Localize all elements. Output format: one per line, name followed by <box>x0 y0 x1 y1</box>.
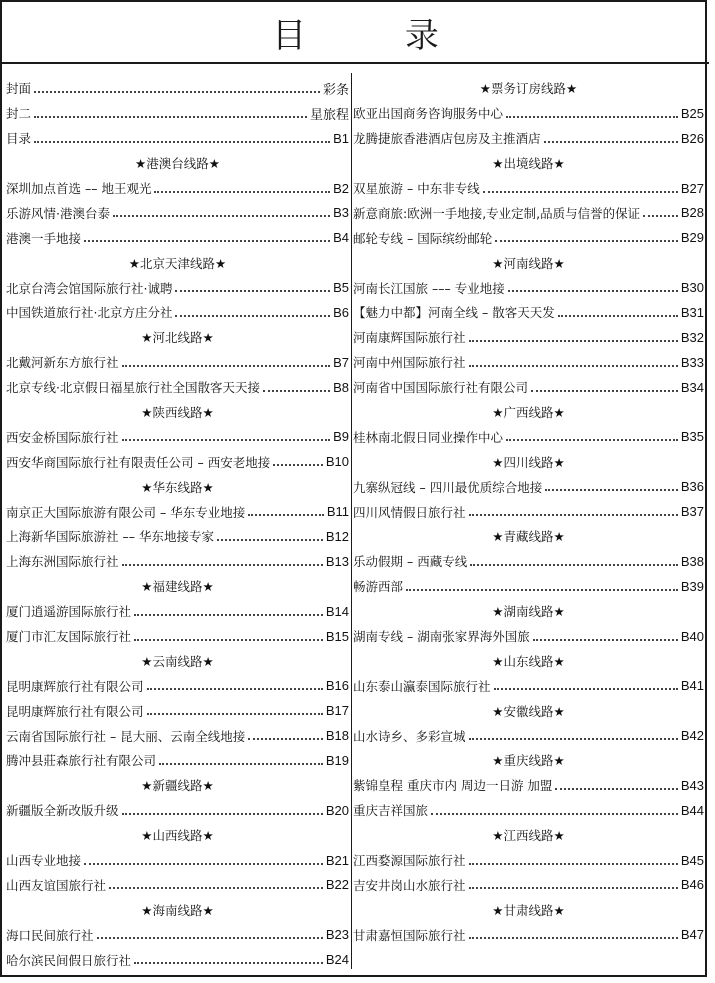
entry-title: 河南康辉国际旅行社 <box>353 328 469 346</box>
dot-leader <box>175 314 330 317</box>
toc-entry[interactable] <box>353 624 704 649</box>
entry-page-number: B46 <box>680 877 704 893</box>
toc-entry[interactable] <box>353 922 704 947</box>
entry-page-number: B29 <box>680 230 704 246</box>
dot-leader <box>273 463 323 466</box>
dot-leader <box>483 190 678 193</box>
entry-title: 山西友谊国旅行社 <box>6 876 109 894</box>
entry-title: 目录 <box>6 129 34 147</box>
dot-leader <box>248 513 324 516</box>
toc-entry[interactable] <box>6 947 349 972</box>
entry-page-number: B36 <box>680 479 704 495</box>
entry-page-number: B33 <box>680 354 704 370</box>
dot-leader <box>494 687 678 690</box>
dot-leader <box>469 364 678 367</box>
toc-entry[interactable] <box>353 375 704 400</box>
section-heading: ★重庆线路★ <box>492 753 565 769</box>
toc-entry[interactable] <box>353 424 704 449</box>
section-heading: ★华东线路★ <box>141 479 214 495</box>
dot-leader <box>469 513 678 516</box>
toc-entry[interactable] <box>353 574 704 599</box>
entry-page-number: B3 <box>333 205 349 221</box>
toc-entry[interactable] <box>6 624 349 649</box>
entry-title: 甘肃嘉恒国际旅行社 <box>353 926 469 944</box>
entry-page-number: B1 <box>333 130 349 146</box>
dot-leader <box>531 389 678 392</box>
toc-entry[interactable] <box>6 200 349 225</box>
dot-leader <box>469 339 678 342</box>
entry-page-number: B13 <box>325 553 349 569</box>
entry-page-number: B43 <box>680 777 704 793</box>
entry-page-number: B19 <box>325 752 349 768</box>
entry-page-number: B34 <box>680 379 704 395</box>
toc-entry[interactable] <box>353 225 704 250</box>
entry-title: 上海东洲国际旅行社 <box>6 552 122 570</box>
entry-title: 紫锦皇程 重庆市内 周边一日游 加盟 <box>353 776 555 794</box>
entry-title: 河南长江国旅 ––– 专业地接 <box>353 279 508 297</box>
dot-leader <box>506 438 678 441</box>
entry-title: 港澳一手地接 <box>6 229 84 247</box>
toc-entry[interactable] <box>353 549 704 574</box>
entry-page-number: B2 <box>333 180 349 196</box>
dot-leader <box>469 886 678 889</box>
dot-leader <box>34 90 320 93</box>
entry-title: 江西婺源国际旅行社 <box>353 851 469 869</box>
dot-leader <box>134 961 323 964</box>
entry-title: 畅游西部 <box>353 577 406 595</box>
entry-page-number: B15 <box>325 628 349 644</box>
dot-leader <box>469 862 678 865</box>
entry-title: 新意商旅:欧洲一手地接,专业定制,品质与信誉的保证 <box>353 204 643 222</box>
dot-leader <box>545 488 678 491</box>
toc-entry[interactable] <box>6 698 349 723</box>
entry-title: 桂林南北假日同业操作中心 <box>353 428 506 446</box>
dot-leader <box>533 638 678 641</box>
entry-page-number: 彩条 <box>322 81 349 97</box>
entry-title: 河南省中国国际旅行社有限公司 <box>353 378 531 396</box>
dot-leader <box>159 762 323 765</box>
dot-leader <box>506 115 678 118</box>
entry-page-number: B40 <box>680 628 704 644</box>
section-heading: ★山东线路★ <box>492 653 565 669</box>
entry-title: 九寨纵冠线 – 四川最优质综合地接 <box>353 478 545 496</box>
entry-title: 北京专线·北京假日福星旅行社全国散客天天接 <box>6 378 263 396</box>
dot-leader <box>134 638 323 641</box>
toc-entry[interactable] <box>6 126 349 151</box>
entry-page-number: B17 <box>325 703 349 719</box>
section-heading: ★河南线路★ <box>492 255 565 271</box>
toc-entry[interactable] <box>6 350 349 375</box>
entry-title: 哈尔滨民间假日旅行社 <box>6 951 134 969</box>
section-heading: ★北京天津线路★ <box>128 255 227 271</box>
toc-entry[interactable] <box>6 225 349 250</box>
section-heading: ★广西线路★ <box>492 405 565 421</box>
entry-title: 龙腾捷旅香港酒店包房及主推酒店 <box>353 129 544 147</box>
toc-entry[interactable] <box>6 599 349 624</box>
dot-leader <box>147 687 323 690</box>
entry-title: 邮轮专线 – 国际缤纷邮轮 <box>353 229 495 247</box>
entry-title: 乐游风情·港澳台泰 <box>6 204 113 222</box>
section-heading: ★云南线路★ <box>141 653 214 669</box>
toc-entry[interactable] <box>353 798 704 823</box>
entry-title: 新疆版全新改版升级 <box>6 801 122 819</box>
section-heading: ★甘肃线路★ <box>492 902 565 918</box>
toc-entry[interactable] <box>6 848 349 873</box>
entry-title: 厦门逍遥游国际旅行社 <box>6 602 134 620</box>
entry-page-number: B23 <box>325 927 349 943</box>
column-divider <box>351 73 352 969</box>
section-heading: ★新疆线路★ <box>141 778 214 794</box>
entry-page-number: B24 <box>325 952 349 968</box>
dot-leader <box>544 140 678 143</box>
dot-leader <box>134 613 323 616</box>
entry-page-number: B16 <box>325 678 349 694</box>
entry-page-number: B25 <box>680 105 704 121</box>
entry-page-number: B10 <box>325 454 349 470</box>
entry-title: 吉安井岗山水旅行社 <box>353 876 469 894</box>
section-heading: ★安徽线路★ <box>492 703 565 719</box>
dot-leader <box>470 563 678 566</box>
entry-page-number: B7 <box>333 354 349 370</box>
dot-leader <box>406 588 678 591</box>
dot-leader <box>469 737 678 740</box>
toc-right-column <box>353 76 704 947</box>
toc-entry[interactable] <box>6 748 349 773</box>
toc-entry[interactable] <box>6 275 349 300</box>
entry-page-number: B41 <box>680 678 704 694</box>
entry-page-number: B5 <box>333 280 349 296</box>
toc-entry[interactable] <box>353 873 704 898</box>
entry-title: 西安华商国际旅行社有限责任公司 – 西安老地接 <box>6 453 273 471</box>
entry-title: 腾冲县莊森旅行社有限公司 <box>6 751 159 769</box>
entry-page-number: 星旅程 <box>309 106 349 122</box>
dot-leader <box>147 712 323 715</box>
entry-title: 北京台湾会馆国际旅行社·诚聘 <box>6 279 175 297</box>
section-heading: ★福建线路★ <box>141 579 214 595</box>
entry-title: 四川风情假日旅行社 <box>353 503 469 521</box>
toc-entry[interactable] <box>6 76 349 101</box>
entry-page-number: B32 <box>680 329 704 345</box>
section-heading: ★票务订房线路★ <box>479 81 578 97</box>
entry-title: 湖南专线 – 湖南张家界海外国旅 <box>353 627 533 645</box>
section-heading: ★山西线路★ <box>141 828 214 844</box>
entry-page-number: B28 <box>680 205 704 221</box>
entry-title: 山西专业地接 <box>6 851 84 869</box>
section-heading: ★四川线路★ <box>492 454 565 470</box>
entry-page-number: B9 <box>333 429 349 445</box>
section-heading: ★青藏线路★ <box>492 529 565 545</box>
entry-title: 北戴河新东方旅行社 <box>6 353 122 371</box>
dot-leader <box>84 862 323 865</box>
dot-leader <box>34 115 307 118</box>
dot-leader <box>495 239 678 242</box>
entry-page-number: B42 <box>680 728 704 744</box>
toc-entry[interactable] <box>353 126 704 151</box>
entry-title: 封二 <box>6 104 34 122</box>
entry-page-number: B18 <box>325 728 349 744</box>
entry-page-number: B14 <box>325 603 349 619</box>
toc-entry[interactable] <box>6 101 349 126</box>
dot-leader <box>122 438 331 441</box>
entry-page-number: B38 <box>680 553 704 569</box>
entry-page-number: B12 <box>325 528 349 544</box>
toc-entry[interactable] <box>6 873 349 898</box>
dot-leader <box>263 389 330 392</box>
entry-page-number: B4 <box>333 230 349 246</box>
entry-title: 河南中州国际旅行社 <box>353 353 469 371</box>
dot-leader <box>217 538 323 541</box>
entry-page-number: B20 <box>325 802 349 818</box>
toc-entry[interactable] <box>353 350 704 375</box>
dot-leader <box>175 289 330 292</box>
section-heading: ★河北线路★ <box>141 330 214 346</box>
dot-leader <box>508 289 678 292</box>
toc-entry[interactable] <box>6 723 349 748</box>
entry-title: 双星旅游 – 中东非专线 <box>353 179 483 197</box>
entry-page-number: B47 <box>680 927 704 943</box>
dot-leader <box>84 239 330 242</box>
dot-leader <box>558 314 678 317</box>
dot-leader <box>248 737 323 740</box>
toc-entry[interactable] <box>6 449 349 474</box>
entry-page-number: B44 <box>680 802 704 818</box>
entry-title: 【魅力中都】河南全线 – 散客天天发 <box>353 303 558 321</box>
dot-leader <box>154 190 330 193</box>
entry-title: 昆明康辉旅行社有限公司 <box>6 702 147 720</box>
toc-entry[interactable] <box>353 499 704 524</box>
entry-title: 深圳加点首选 –– 地王观光 <box>6 179 154 197</box>
dot-leader <box>122 563 323 566</box>
title-banner <box>2 2 709 64</box>
toc-entry[interactable] <box>353 200 704 225</box>
entry-page-number: B11 <box>326 504 349 520</box>
entry-page-number: B26 <box>680 130 704 146</box>
dot-leader <box>122 812 323 815</box>
toc-entry[interactable] <box>353 848 704 873</box>
entry-title: 厦门市汇友国际旅行社 <box>6 627 134 645</box>
entry-title: 乐动假期 – 西藏专线 <box>353 552 470 570</box>
toc-entry[interactable] <box>6 375 349 400</box>
toc-entry[interactable] <box>353 723 704 748</box>
entry-title: 海口民间旅行社 <box>6 926 97 944</box>
dot-leader <box>469 936 678 939</box>
entry-title: 山东泰山瀛泰国际旅行社 <box>353 677 494 695</box>
toc-left-column <box>6 76 349 972</box>
entry-title: 中国铁道旅行社·北京方庄分社 <box>6 303 175 321</box>
dot-leader <box>109 886 323 889</box>
entry-page-number: B45 <box>680 852 704 868</box>
entry-page-number: B8 <box>333 379 349 395</box>
entry-page-number: B39 <box>680 578 704 594</box>
toc-entry[interactable] <box>6 798 349 823</box>
section-heading: ★湖南线路★ <box>492 604 565 620</box>
toc-entry[interactable] <box>353 325 704 350</box>
toc-entry[interactable] <box>353 300 704 325</box>
dot-leader <box>431 812 678 815</box>
toc-entry[interactable] <box>353 673 704 698</box>
dot-leader <box>113 214 330 217</box>
entry-page-number: B30 <box>680 280 704 296</box>
toc-entry[interactable] <box>6 176 349 201</box>
section-heading: ★海南线路★ <box>141 902 214 918</box>
toc-entry[interactable] <box>353 474 704 499</box>
section-heading: ★陕西线路★ <box>141 405 214 421</box>
toc-entry[interactable] <box>353 275 704 300</box>
dot-leader <box>97 936 323 939</box>
entry-title: 昆明康辉旅行社有限公司 <box>6 677 147 695</box>
toc-entry[interactable] <box>6 524 349 549</box>
entry-page-number: B31 <box>680 304 704 320</box>
toc-entry[interactable] <box>6 424 349 449</box>
entry-title: 山水诗乡、多彩宣城 <box>353 727 469 745</box>
entry-page-number: B21 <box>325 852 349 868</box>
toc-entry[interactable] <box>353 101 704 126</box>
entry-page-number: B6 <box>333 304 349 320</box>
entry-title: 欧亚出国商务咨询服务中心 <box>353 104 506 122</box>
section-heading: ★出境线路★ <box>492 156 565 172</box>
toc-entry[interactable] <box>353 773 704 798</box>
dot-leader <box>555 787 677 790</box>
toc-entry[interactable] <box>6 549 349 574</box>
entry-title: 南京正大国际旅游有限公司 – 华东专业地接 <box>6 503 248 521</box>
entry-page-number: B27 <box>680 180 704 196</box>
dot-leader <box>643 214 678 217</box>
entry-title: 封面 <box>6 79 34 97</box>
entry-title: 西安金桥国际旅行社 <box>6 428 122 446</box>
toc-entry[interactable] <box>6 673 349 698</box>
dot-leader <box>122 364 331 367</box>
toc-entry[interactable] <box>6 300 349 325</box>
dot-leader <box>34 140 330 143</box>
entry-title: 云南省国际旅行社 – 昆大丽、云南全线地接 <box>6 727 248 745</box>
entry-title: 上海新华国际旅游社 –– 华东地接专家 <box>6 527 217 545</box>
entry-title: 重庆吉祥国旅 <box>353 801 431 819</box>
page-title: 目 录 <box>272 15 483 56</box>
entry-page-number: B22 <box>325 877 349 893</box>
entry-page-number: B37 <box>680 504 704 520</box>
toc-entry[interactable] <box>6 499 349 524</box>
toc-entry[interactable] <box>6 922 349 947</box>
section-heading: ★港澳台线路★ <box>135 156 220 172</box>
section-heading: ★江西线路★ <box>492 828 565 844</box>
toc-entry[interactable] <box>353 176 704 201</box>
entry-page-number: B35 <box>680 429 704 445</box>
